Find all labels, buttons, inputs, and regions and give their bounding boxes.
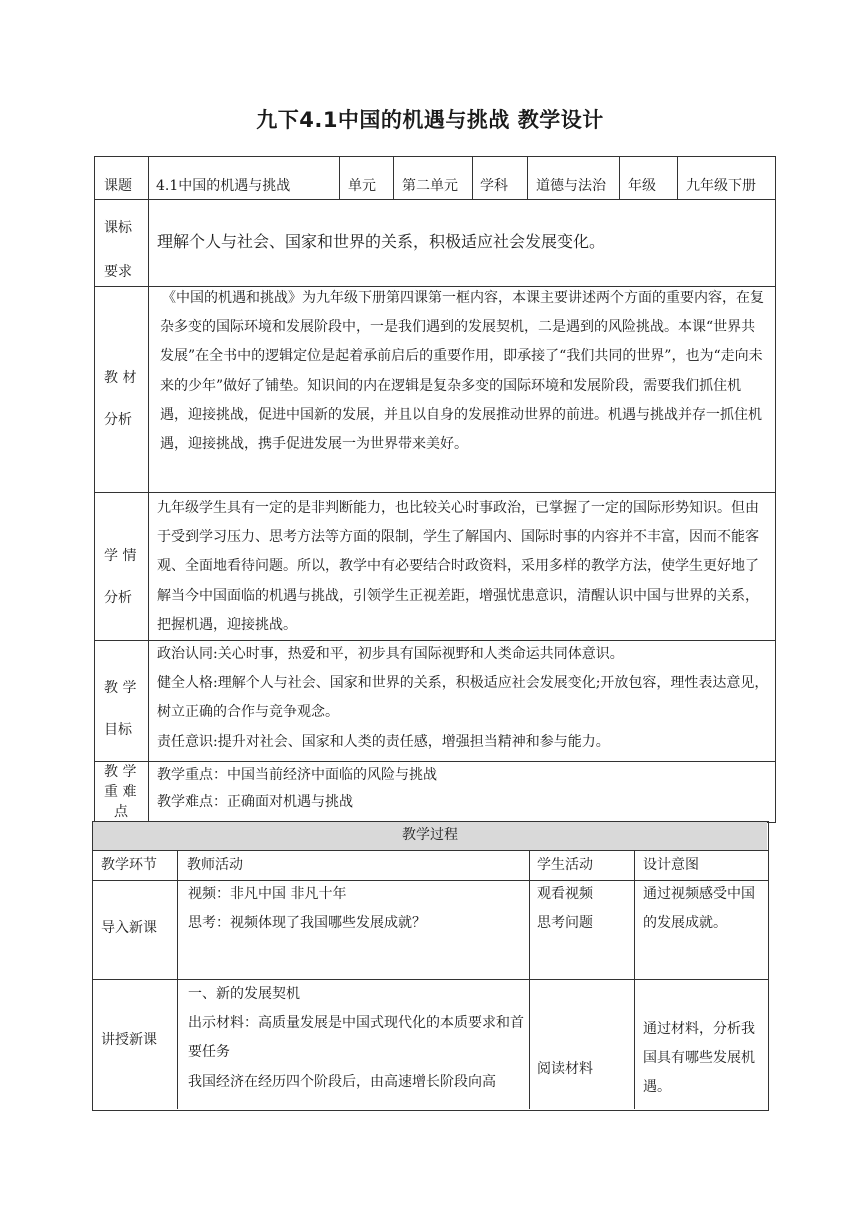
- keypoints-label-1: 教 学: [104, 764, 137, 780]
- stage-lecture: 讲授新课: [101, 1032, 157, 1048]
- keypoints-label-2: 重 难: [104, 784, 137, 800]
- material-label-1: 教 材: [104, 370, 137, 386]
- intent-intro: 通过视频感受中国的发展成就。: [643, 886, 755, 932]
- teacher-line: 出示材料：高质量发展是中国式现代化的本质要求和首要任务: [188, 1015, 524, 1061]
- teaching-focus: 教学重点：中国当前经济中面临的风险与挑战: [157, 767, 437, 783]
- standard-label-2: 要求: [104, 264, 132, 280]
- header-stage: 教学环节: [101, 857, 157, 873]
- goals-list: [157, 640, 769, 757]
- student-activity-intro: [537, 880, 629, 938]
- students-label-1: 学 情: [104, 548, 137, 564]
- header-teacher: 教师活动: [187, 857, 243, 873]
- stage-intro: 导入新课: [101, 920, 157, 936]
- subject-label: 学科: [480, 178, 508, 194]
- intent-lecture: 通过材料，分析我国具有哪些发展机遇。: [643, 1021, 755, 1096]
- material-label-2: 分析: [104, 412, 132, 428]
- header-intent: 设计意图: [643, 857, 699, 873]
- grade-value: 九年级下册: [686, 178, 756, 194]
- goal-item: 责任意识:提升对社会、国家和人类的责任感，增强担当精神和参与能力。: [157, 733, 610, 750]
- subject-value: 道德与法治: [536, 178, 606, 194]
- teacher-activity-lecture: [188, 980, 524, 1097]
- goals-label-2: 目标: [104, 722, 132, 738]
- teaching-difficulty: 教学难点：正确面对机遇与挑战: [157, 794, 353, 810]
- goal-item: 政治认同:关心时事，热爱和平，初步具有国际视野和人类命运共同体意识。: [157, 646, 624, 662]
- student-activity-lecture: 阅读材料: [537, 1061, 593, 1077]
- process-title: 教学过程: [402, 827, 458, 843]
- topic-label: 课题: [104, 178, 132, 194]
- topic-value: 4.1中国的机遇与挑战: [156, 178, 291, 194]
- teacher-line: 一、新的发展契机: [188, 986, 300, 1002]
- goal-item: 健全人格:理解个人与社会、国家和世界的关系，积极适应社会发展变化;开放包容，理性表达意见，树立正确的合作与竞争观念。: [157, 675, 769, 721]
- standard-label-1: 课标: [104, 220, 132, 236]
- grade-label: 年级: [628, 178, 656, 194]
- unit-label: 单元: [348, 178, 376, 194]
- goals-label-1: 教 学: [104, 680, 137, 696]
- unit-value: 第二单元: [402, 178, 458, 194]
- student-line: 思考问题: [537, 915, 593, 932]
- material-text: 《中国的机遇和挑战》为九年级下册第四课第一框内容，本课主要讲述两个方面的重要内容，在复杂多变的国际环境和发展阶段中，一是我们遇到的发展契机，二是遇到的风险挑战。本课“世界共发展”在全书中的逻辑定位是起着承前启后的重要作用，即承接了“我们共同的世界”，也为“走向未来的少年”做好了铺垫。知识间的内在逻辑是复杂多变的国际环境和发展阶段，需要我们抓住机遇，迎接挑战，促进中国新的发展，并且以自身的发展推动世界的前进。机遇与挑战并存一抓住机遇，迎接挑战，携手促进发展一为世界带来美好。: [160, 290, 764, 453]
- teacher-line: 思考：视频体现了我国哪些发展成就？: [188, 915, 426, 932]
- students-label-2: 分析: [104, 590, 132, 606]
- student-line: 观看视频: [537, 886, 593, 902]
- teacher-line: 视频：非凡中国 非凡十年: [188, 886, 347, 902]
- header-student: 学生活动: [537, 857, 593, 873]
- page-title: 九下4.1中国的机遇与挑战 教学设计: [256, 108, 604, 132]
- teacher-activity-intro: [188, 880, 524, 938]
- students-text: 九年级学生具有一定的是非判断能力，也比较关心时事政治，已掌握了一定的国际形势知识。但由于受到学习压力、思考方法等方面的限制，学生了解国内、国际时事的内容并不丰富，因而不能客观、全面地看待问题。所以，教学中有必要结合时政资料，采用多样的教学方法，使学生更好地了解当今中国面临的机遇与挑战，引领学生正视差距，增强忧患意识，清醒认识中国与世界的关系，把握机遇，迎接挑战。: [157, 500, 759, 633]
- keypoints-label-3: 点: [114, 804, 128, 820]
- teacher-line: 我国经济在经历四个阶段后，由高速增长阶段向高: [188, 1073, 496, 1090]
- standard-text: 理解个人与社会、国家和世界的关系，积极适应社会发展变化。: [157, 232, 606, 251]
